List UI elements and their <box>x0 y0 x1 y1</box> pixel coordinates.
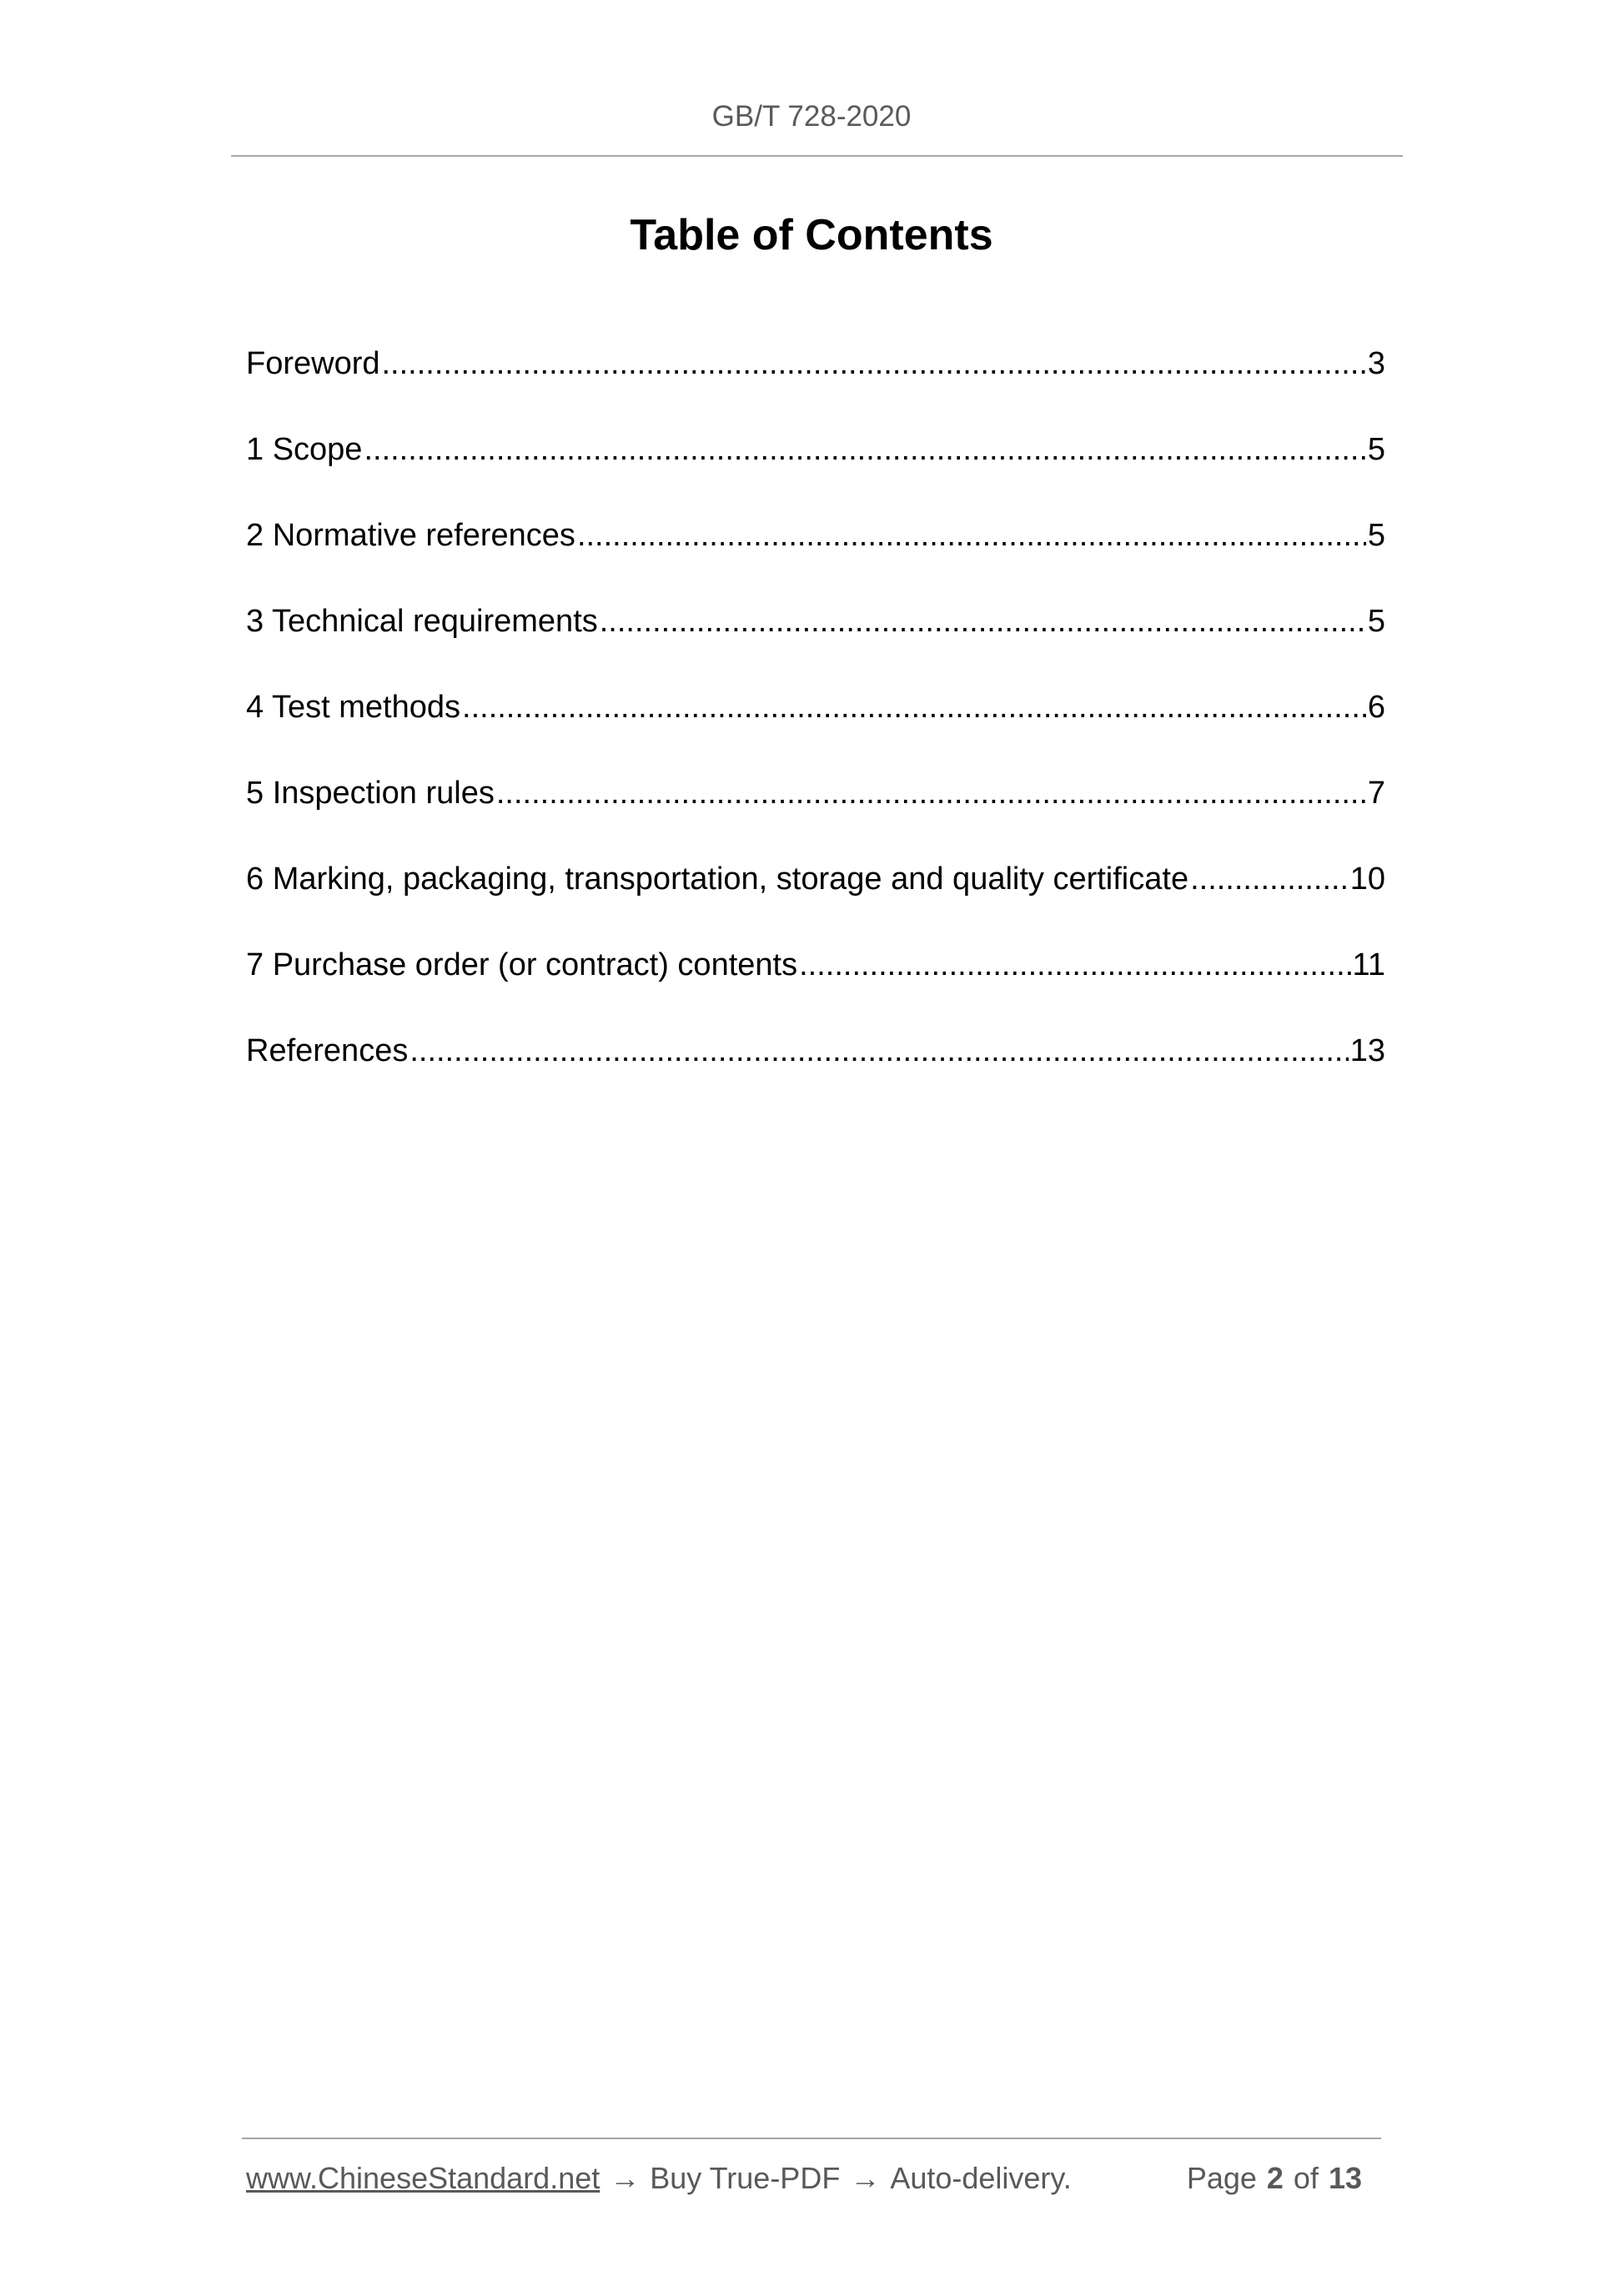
toc-leader-dots <box>577 512 1366 559</box>
toc-leader-dots <box>364 426 1365 473</box>
toc-entry-label: 7 Purchase order (or contract) contents <box>246 947 798 982</box>
page-number <box>1187 2158 1372 2198</box>
toc-entry-test-methods[interactable] <box>246 684 1385 770</box>
total-pages-number: 13 <box>1328 2161 1362 2195</box>
toc-entry-page: 5 <box>1367 518 1385 553</box>
auto-delivery-text: Auto-delivery. <box>890 2161 1072 2195</box>
toc-entry-page: 3 <box>1367 346 1385 381</box>
toc-entry-page: 5 <box>1367 604 1385 639</box>
toc-entry-label: 4 Test methods <box>246 690 461 725</box>
buy-true-pdf-text: Buy True-PDF <box>650 2161 841 2195</box>
current-page-number: 2 <box>1266 2161 1284 2195</box>
toc-entry-page: 5 <box>1367 432 1385 467</box>
toc-entry-references[interactable] <box>246 1027 1385 1113</box>
toc-entry-page: 6 <box>1367 690 1385 725</box>
toc-entry-foreword[interactable] <box>246 340 1385 426</box>
toc-entry-label: Foreword <box>246 346 380 381</box>
toc-entry-label: References <box>246 1033 409 1068</box>
toc-entry-page: 10 <box>1349 862 1385 897</box>
toc-entry-normative-references[interactable] <box>246 512 1385 598</box>
of-word: of <box>1293 2161 1319 2195</box>
toc-leader-dots <box>799 942 1350 988</box>
table-of-contents <box>246 340 1385 1113</box>
toc-entry-label: 1 Scope <box>246 432 363 467</box>
toc-leader-dots <box>382 340 1366 387</box>
toc-entry-label: 2 Normative references <box>246 518 575 553</box>
page-title: Table of Contents <box>630 211 993 259</box>
toc-entry-inspection-rules[interactable] <box>246 770 1385 856</box>
toc-entry-marking-packaging[interactable] <box>246 856 1385 942</box>
header-doc-code: GB/T 728-2020 <box>711 100 912 133</box>
website-link[interactable]: www.ChineseStandard.net <box>246 2161 600 2195</box>
toc-entry-page: 7 <box>1367 776 1385 811</box>
toc-leader-dots <box>410 1027 1348 1074</box>
toc-entry-page: 11 <box>1352 947 1385 982</box>
arrow-right-icon: → <box>610 2161 641 2195</box>
toc-entry-scope[interactable] <box>246 426 1385 512</box>
toc-entry-label: 3 Technical requirements <box>246 604 598 639</box>
toc-entry-purchase-order[interactable] <box>246 942 1385 1027</box>
toc-leader-dots <box>1190 856 1349 902</box>
toc-leader-dots <box>462 684 1366 731</box>
page-word: Page <box>1186 2161 1257 2195</box>
toc-leader-dots <box>600 598 1366 645</box>
footer-divider <box>242 2138 1381 2139</box>
arrow-right-icon: → <box>850 2161 881 2195</box>
toc-entry-label: 6 Marking, packaging, transportation, storage and quality certificate <box>246 862 1189 897</box>
toc-entry-page: 13 <box>1349 1033 1385 1068</box>
footer-promo <box>246 2158 1072 2198</box>
toc-leader-dots <box>496 770 1366 816</box>
header-divider <box>231 155 1403 157</box>
toc-entry-technical-requirements[interactable] <box>246 598 1385 684</box>
toc-entry-label: 5 Inspection rules <box>246 776 495 811</box>
